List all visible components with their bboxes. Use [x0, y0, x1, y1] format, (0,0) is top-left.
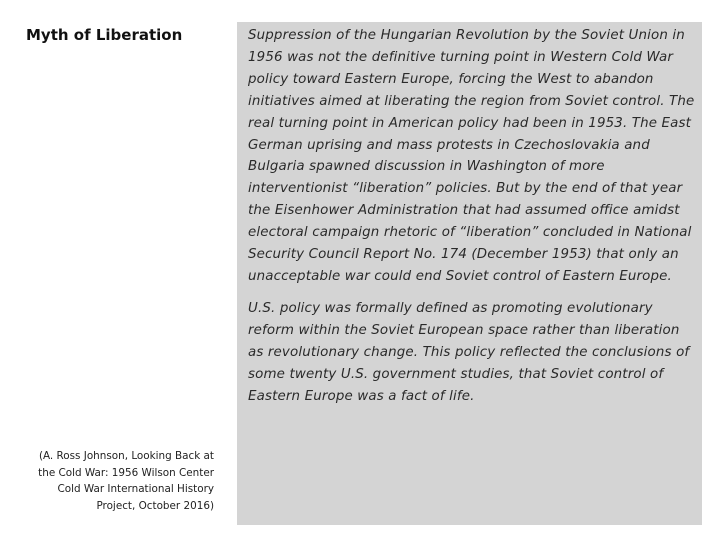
- source-citation: (A. Ross Johnson, Looking Back at the Cold War: 1956 Wilson Center Cold War International History Project, October 2016): [38, 450, 214, 512]
- quote-paragraph-1: Suppression of the Hungarian Revolution by the Soviet Union in 1956 was not the definitive turning point in Western Cold War policy toward Eastern Europe, forcing the West to abandon initiatives aimed at liberating the region from Soviet control. The real turning point in American policy had been in 1953. The East German uprising and mass protests in Czechoslovakia and Bulgaria spawned discussion in Washington of more interventionist “liberation” policies. But by the end of that year the Eisenhower Administration that had assumed office amidst electoral campaign rhetoric of “liberation” concluded in National Security Council Report No. 174 (December 1953) that only an unacceptable war could end Soviet control of Eastern Europe.: [248, 28, 695, 284]
- quote-paragraph-2: U.S. policy was formally defined as promoting evolutionary reform within the Soviet European space rather than liberation as revolutionary change. This policy reflected the conclusions of some twenty U.S. government studies, that Soviet control of Eastern Europe was a fact of life.: [248, 300, 690, 404]
- slide-title: Myth of Liberation: [26, 26, 183, 44]
- quote-panel: [237, 22, 702, 525]
